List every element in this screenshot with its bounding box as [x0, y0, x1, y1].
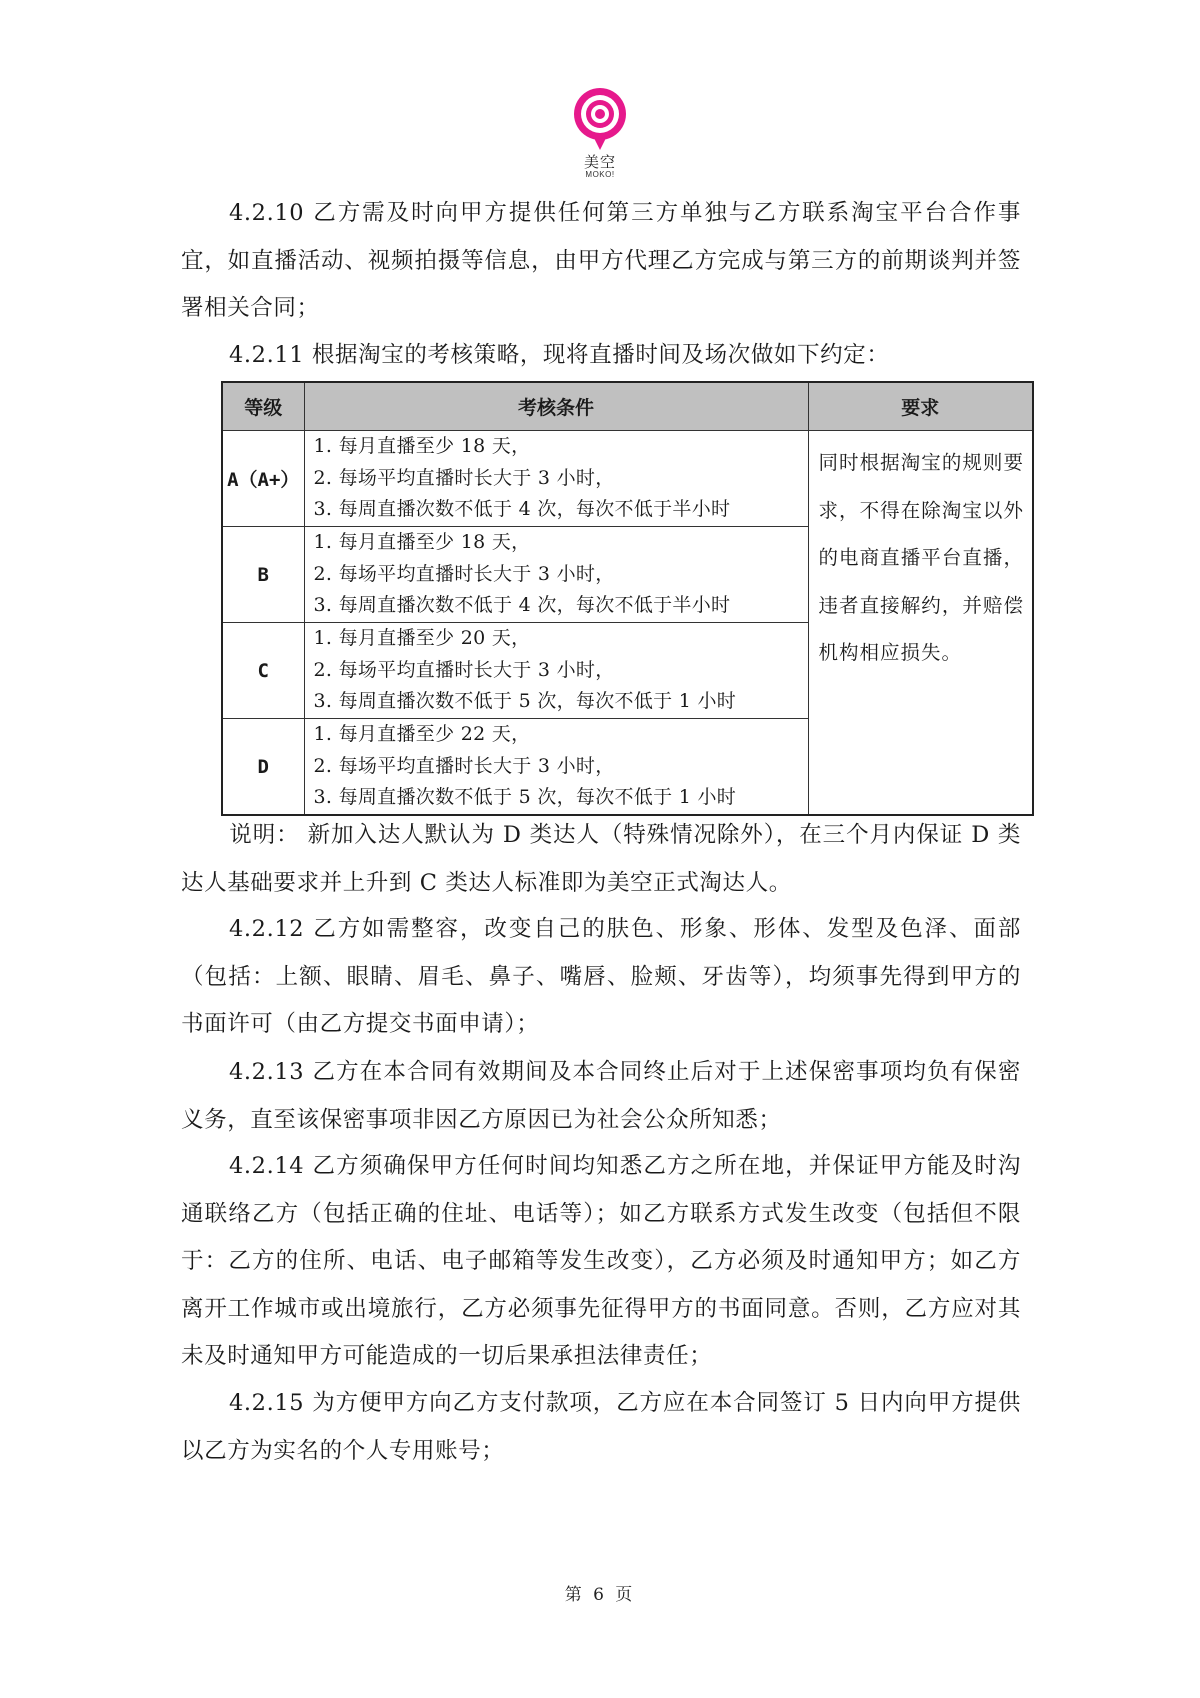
target-pin-icon [572, 86, 628, 152]
conditions-cell [304, 719, 808, 816]
condition-line: 3. 每周直播次数不低于 5 次，每次不低于 1 小时 [313, 786, 737, 809]
conditions-cell [304, 623, 808, 719]
table-row [222, 431, 1033, 527]
grade-cell: B [222, 527, 304, 623]
header-requirement: 要求 [808, 382, 1033, 431]
condition-line: 1. 每月直播至少 18 天， [313, 435, 531, 458]
clause-4-2-13: 4.2.13 乙方在本合同有效期间及本合同终止后对于上述保密事项均负有保密义务，直至该保密事项非因乙方原因已为社会公众所知悉； [181, 1059, 1021, 1133]
condition-line: 2. 每场平均直播时长大于 3 小时， [313, 754, 615, 777]
condition-line: 1. 每月直播至少 22 天， [313, 723, 531, 746]
brand-logo [568, 86, 632, 179]
requirement-cell [808, 431, 1033, 816]
livestream-grade-table [221, 381, 1034, 816]
requirement-text: 同时根据淘宝的规则要求，不得在除淘宝以外的电商直播平台直播，违者直接解约，并赔偿机构相应损失。 [818, 451, 1024, 664]
grade-cell: C [222, 623, 304, 719]
header-conditions: 考核条件 [304, 382, 808, 431]
clause-4-2-12: 4.2.12 乙方如需整容，改变自己的肤色、形象、形体、发型及色泽、面部（包括：上额、眼睛、眉毛、鼻子、嘴唇、脸颊、牙齿等），均须事先得到甲方的书面许可（由乙方提交书面申请）； [181, 916, 1021, 1037]
page-number: 第 6 页 [564, 1585, 636, 1605]
condition-line: 3. 每周直播次数不低于 4 次，每次不低于半小时 [313, 594, 731, 617]
clause-4-2-15: 4.2.15 为方便甲方向乙方支付款项，乙方应在本合同签订 5 日内向甲方提供以乙方为实名的个人专用账号； [181, 1390, 1021, 1464]
conditions-cell [304, 431, 808, 527]
condition-line: 1. 每月直播至少 20 天， [313, 627, 531, 650]
clause-4-2-11: 4.2.11 根据淘宝的考核策略，现将直播时间及场次做如下约定： [229, 342, 890, 368]
condition-line: 2. 每场平均直播时长大于 3 小时， [313, 562, 615, 585]
condition-line: 3. 每周直播次数不低于 4 次，每次不低于半小时 [313, 498, 731, 521]
conditions-cell [304, 527, 808, 623]
header-grade: 等级 [222, 382, 304, 431]
clause-4-2-10: 4.2.10 乙方需及时向甲方提供任何第三方单独与乙方联系淘宝平台合作事宜，如直播活动、视频拍摄等信息，由甲方代理乙方完成与第三方的前期谈判并签署相关合同； [181, 200, 1021, 321]
table-header-row [222, 382, 1033, 431]
grade-cell: D [222, 719, 304, 816]
brand-name-cn: 美空 [583, 153, 616, 171]
condition-line: 2. 每场平均直播时长大于 3 小时， [313, 658, 615, 681]
grade-cell: A（A+） [222, 431, 304, 527]
condition-line: 3. 每周直播次数不低于 5 次，每次不低于 1 小时 [313, 690, 737, 713]
condition-line: 2. 每场平均直播时长大于 3 小时， [313, 466, 615, 489]
table-note: 说明： 新加入达人默认为 D 类达人（特殊情况除外），在三个月内保证 D 类达人基础要求并上升到 C 类达人标准即为美空正式淘达人。 [181, 822, 1021, 896]
brand-name-en: MOKO! [585, 170, 615, 179]
clause-4-2-14: 4.2.14 乙方须确保甲方任何时间均知悉乙方之所在地，并保证甲方能及时沟通联络乙方（包括正确的住址、电话等）；如乙方联系方式发生改变（包括但不限于：乙方的住所、电话、电子邮箱等发生改变），乙方必须及时通知甲方；如乙方离开工作城市或出境旅行，乙方必须事先征得甲方的书面同意。否则，乙方应对其未及时通知甲方可能造成的一切后果承担法律责任； [181, 1153, 1021, 1369]
condition-line: 1. 每月直播至少 18 天， [313, 531, 531, 554]
